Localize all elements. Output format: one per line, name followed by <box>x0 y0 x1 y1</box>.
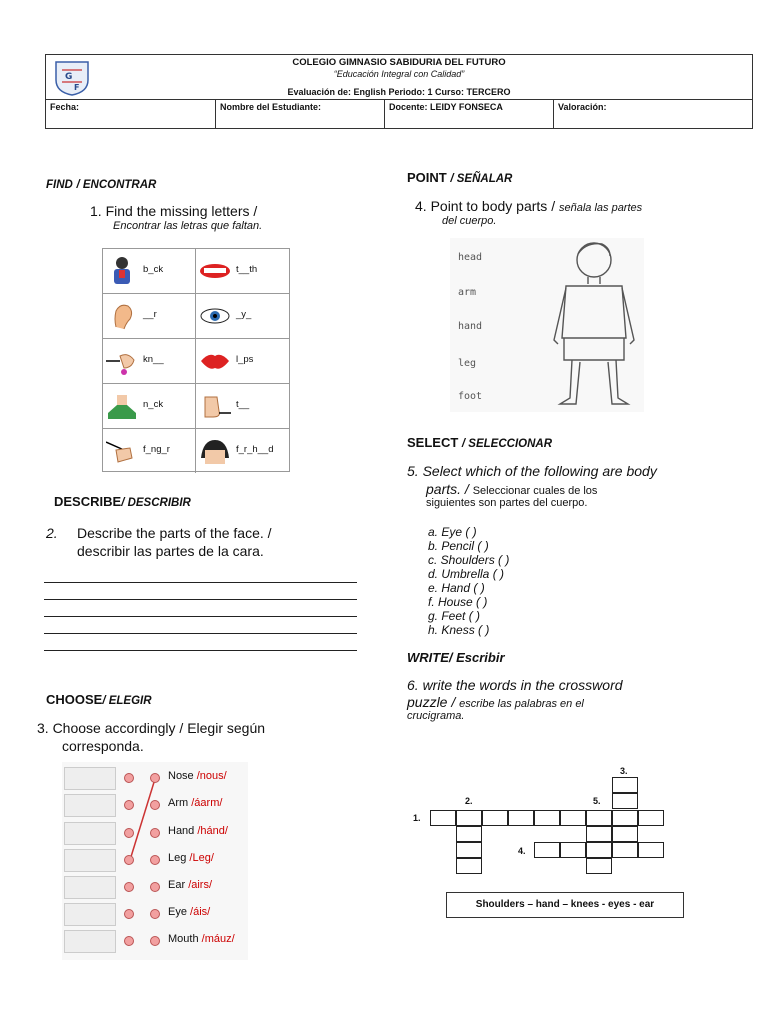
crossword-cell[interactable] <box>560 842 586 858</box>
left-dot[interactable] <box>124 936 134 946</box>
select-title-en: SELECT <box>407 435 459 450</box>
left-dot[interactable] <box>124 773 134 783</box>
find-question: 1. Find the missing letters / <box>90 203 258 219</box>
find-word: t__ <box>236 399 250 410</box>
describe-question: Describe the parts of the face. / <box>77 525 272 541</box>
body-figure <box>450 238 644 412</box>
ear-icon <box>106 301 138 331</box>
answer-line[interactable] <box>44 616 357 617</box>
select-option[interactable]: b. Pencil ( ) <box>428 539 489 553</box>
select-question-es: siguientes son partes del cuerpo. <box>426 497 588 509</box>
choose-matching-image <box>62 762 248 960</box>
crossword-cell[interactable] <box>612 793 638 809</box>
point-title-es: / SEÑALAR <box>450 173 513 185</box>
choose-word: Eye /áis/ <box>168 906 211 918</box>
point-question-es: del cuerpo. <box>442 215 497 227</box>
crossword-cell[interactable] <box>612 777 638 793</box>
find-grid-row <box>103 429 289 473</box>
find-grid-row <box>103 339 289 384</box>
clue-number: 2. <box>465 796 473 806</box>
left-dot[interactable] <box>124 855 134 865</box>
crossword-cell[interactable] <box>586 826 612 842</box>
answer-line[interactable] <box>44 599 357 600</box>
crossword-cell[interactable] <box>586 858 612 874</box>
foot-picture-icon <box>64 767 116 790</box>
choose-title <box>46 692 152 707</box>
answer-line[interactable] <box>44 650 357 651</box>
choose-row <box>62 902 248 927</box>
choose-row <box>62 793 248 818</box>
find-word: __r <box>143 309 157 320</box>
crossword-cell[interactable] <box>638 810 664 826</box>
student-name-field[interactable]: Nombre del Estudiante: <box>216 100 385 128</box>
svg-text:G: G <box>65 72 73 82</box>
find-title-en: FIND <box>46 179 73 191</box>
clue-number: 3. <box>620 766 628 776</box>
left-dot[interactable] <box>124 882 134 892</box>
choose-word: Leg /Leg/ <box>168 852 214 864</box>
choose-row <box>62 848 248 873</box>
choose-word: Hand /hánd/ <box>168 825 228 837</box>
describe-number: 2. <box>46 525 58 541</box>
lips-icon <box>199 346 231 376</box>
left-dot[interactable] <box>124 909 134 919</box>
find-cell <box>196 384 289 428</box>
choose-question-2: corresponda. <box>62 738 144 754</box>
find-word: f_r_h__d <box>236 444 274 455</box>
find-word: b_ck <box>143 264 164 275</box>
eye-icon <box>199 301 231 331</box>
finger-icon <box>106 436 138 466</box>
clue-number: 5. <box>593 796 601 806</box>
leg-picture-icon <box>64 794 116 817</box>
answer-line[interactable] <box>44 633 357 634</box>
select-option[interactable]: c. Shoulders ( ) <box>428 553 510 567</box>
describe-title <box>54 494 191 509</box>
choose-word: Nose /nous/ <box>168 770 227 782</box>
eye-picture-icon <box>64 876 116 899</box>
select-option[interactable]: d. Umbrella ( ) <box>428 567 505 581</box>
choose-word: Ear /airs/ <box>168 879 213 891</box>
crossword-cell[interactable] <box>534 842 560 858</box>
mouth-picture-icon <box>64 930 116 953</box>
choose-word: Mouth /máuz/ <box>168 933 235 945</box>
crossword-cell[interactable] <box>638 842 664 858</box>
find-word: kn__ <box>143 354 164 365</box>
left-dot[interactable] <box>124 828 134 838</box>
select-option[interactable]: f. House ( ) <box>428 595 488 609</box>
back-icon <box>106 256 138 286</box>
find-cell <box>196 429 289 473</box>
school-motto: “Educación Integral con Calidad” <box>333 69 465 79</box>
find-cell <box>196 339 289 383</box>
right-dot[interactable] <box>150 855 160 865</box>
ear-picture-icon <box>64 903 116 926</box>
body-label: leg <box>458 358 477 369</box>
teacher-field: Docente: LEIDY FONSECA <box>385 100 554 128</box>
right-dot[interactable] <box>150 882 160 892</box>
point-title-en: POINT <box>407 170 447 185</box>
write-question: 6. write the words in the crossword <box>407 677 623 693</box>
find-title <box>46 176 156 191</box>
toe-icon <box>199 391 231 421</box>
hand-picture-icon <box>64 822 116 845</box>
find-grid-row <box>103 249 289 294</box>
find-word: _y_ <box>236 309 252 320</box>
find-cell <box>103 249 196 293</box>
find-cell <box>103 294 196 338</box>
crossword-cell[interactable] <box>560 810 586 826</box>
choose-title-en: CHOOSE <box>46 692 103 707</box>
school-name: COLEGIO GIMNASIO SABIDURIA DEL FUTURO <box>292 57 506 68</box>
describe-title-en: DESCRIBE <box>54 494 122 509</box>
point-title <box>407 170 512 185</box>
select-option[interactable]: e. Hand ( ) <box>428 581 485 595</box>
body-label: hand <box>458 321 483 332</box>
crossword-cell[interactable] <box>482 810 508 826</box>
left-dot[interactable] <box>124 800 134 810</box>
find-word: t__th <box>236 264 258 275</box>
crossword-cell[interactable] <box>430 810 456 826</box>
find-cell <box>103 429 196 473</box>
crossword-cell[interactable] <box>456 826 482 842</box>
choose-question: 3. Choose accordingly / Elegir según <box>37 720 266 736</box>
crossword-cell[interactable] <box>612 810 638 826</box>
right-dot[interactable] <box>150 828 160 838</box>
crossword-cell[interactable] <box>612 826 638 842</box>
choose-title-es: / ELEGIR <box>102 695 152 707</box>
find-grid <box>102 248 290 472</box>
select-title-es: / SELECCIONAR <box>461 438 553 450</box>
grade-field[interactable]: Valoración: <box>558 102 607 112</box>
choose-row <box>62 929 248 954</box>
choose-row <box>62 821 248 846</box>
clue-number: 1. <box>413 813 421 823</box>
neck-icon <box>106 391 138 421</box>
crossword-cell[interactable] <box>456 842 482 858</box>
right-dot[interactable] <box>150 936 160 946</box>
find-grid-row <box>103 294 289 339</box>
find-grid-row <box>103 384 289 429</box>
crossword-cell[interactable] <box>456 858 482 874</box>
choose-word: Arm /áarm/ <box>168 797 223 809</box>
date-field[interactable]: Fecha: <box>46 100 216 128</box>
find-cell <box>103 384 196 428</box>
body-label: head <box>458 252 483 263</box>
clue-number: 4. <box>518 846 526 856</box>
crossword-cell[interactable] <box>612 842 638 858</box>
nose-picture-icon <box>64 849 116 872</box>
body-label: arm <box>458 287 477 298</box>
find-word: l_ps <box>236 354 254 365</box>
teeth-icon <box>199 256 231 286</box>
find-title-es: / ENCONTRAR <box>76 179 157 191</box>
find-word: f_ng_r <box>143 444 170 455</box>
choose-row <box>62 766 248 791</box>
describe-title-es: / DESCRIBIR <box>121 497 191 509</box>
knee-icon <box>106 346 138 376</box>
header-fields-row <box>46 100 752 128</box>
crossword-cell[interactable] <box>586 842 612 858</box>
find-cell <box>196 249 289 293</box>
right-dot[interactable] <box>150 909 160 919</box>
crossword-cell[interactable] <box>534 810 560 826</box>
crossword-cell[interactable] <box>456 810 482 826</box>
forehead-icon <box>199 436 231 466</box>
describe-question-es: describir las partes de la cara. <box>77 543 264 559</box>
crossword-cell[interactable] <box>508 810 534 826</box>
crossword-cell[interactable] <box>586 810 612 826</box>
select-option[interactable]: a. Eye ( ) <box>428 525 477 539</box>
write-title-es: / Escribir <box>448 650 505 665</box>
select-question-2: parts. / Seleccionar cuales de los <box>426 481 598 497</box>
evaluation-header <box>45 54 753 129</box>
select-title <box>407 435 552 450</box>
point-question: 4. Point to body parts / señala las partes <box>415 198 643 214</box>
write-title-en: WRITE <box>407 650 449 665</box>
select-option[interactable]: g. Feet ( ) <box>428 609 481 623</box>
header-top <box>46 55 752 100</box>
body-label: foot <box>458 391 483 402</box>
find-word: n_ck <box>143 399 164 410</box>
select-option[interactable]: h. Kness ( ) <box>428 623 490 637</box>
word-bank: Shoulders – hand – knees - eyes - ear <box>446 892 684 918</box>
select-question: 5. Select which of the following are body <box>407 463 657 479</box>
find-cell <box>103 339 196 383</box>
find-cell <box>196 294 289 338</box>
svg-text:F: F <box>74 83 80 92</box>
child-figure-icon <box>546 240 642 410</box>
choose-row <box>62 875 248 900</box>
answer-line[interactable] <box>44 582 357 583</box>
evaluation-info: Evaluación de: English Periodo: 1 Curso: TERCERO <box>287 87 511 97</box>
write-title <box>407 650 505 665</box>
write-question-2: puzzle / escribe las palabras en el <box>407 694 584 710</box>
right-dot[interactable] <box>150 800 160 810</box>
find-question-es: Encontrar las letras que faltan. <box>113 220 263 232</box>
right-dot[interactable] <box>150 773 160 783</box>
write-question-es: crucigrama. <box>407 710 465 722</box>
